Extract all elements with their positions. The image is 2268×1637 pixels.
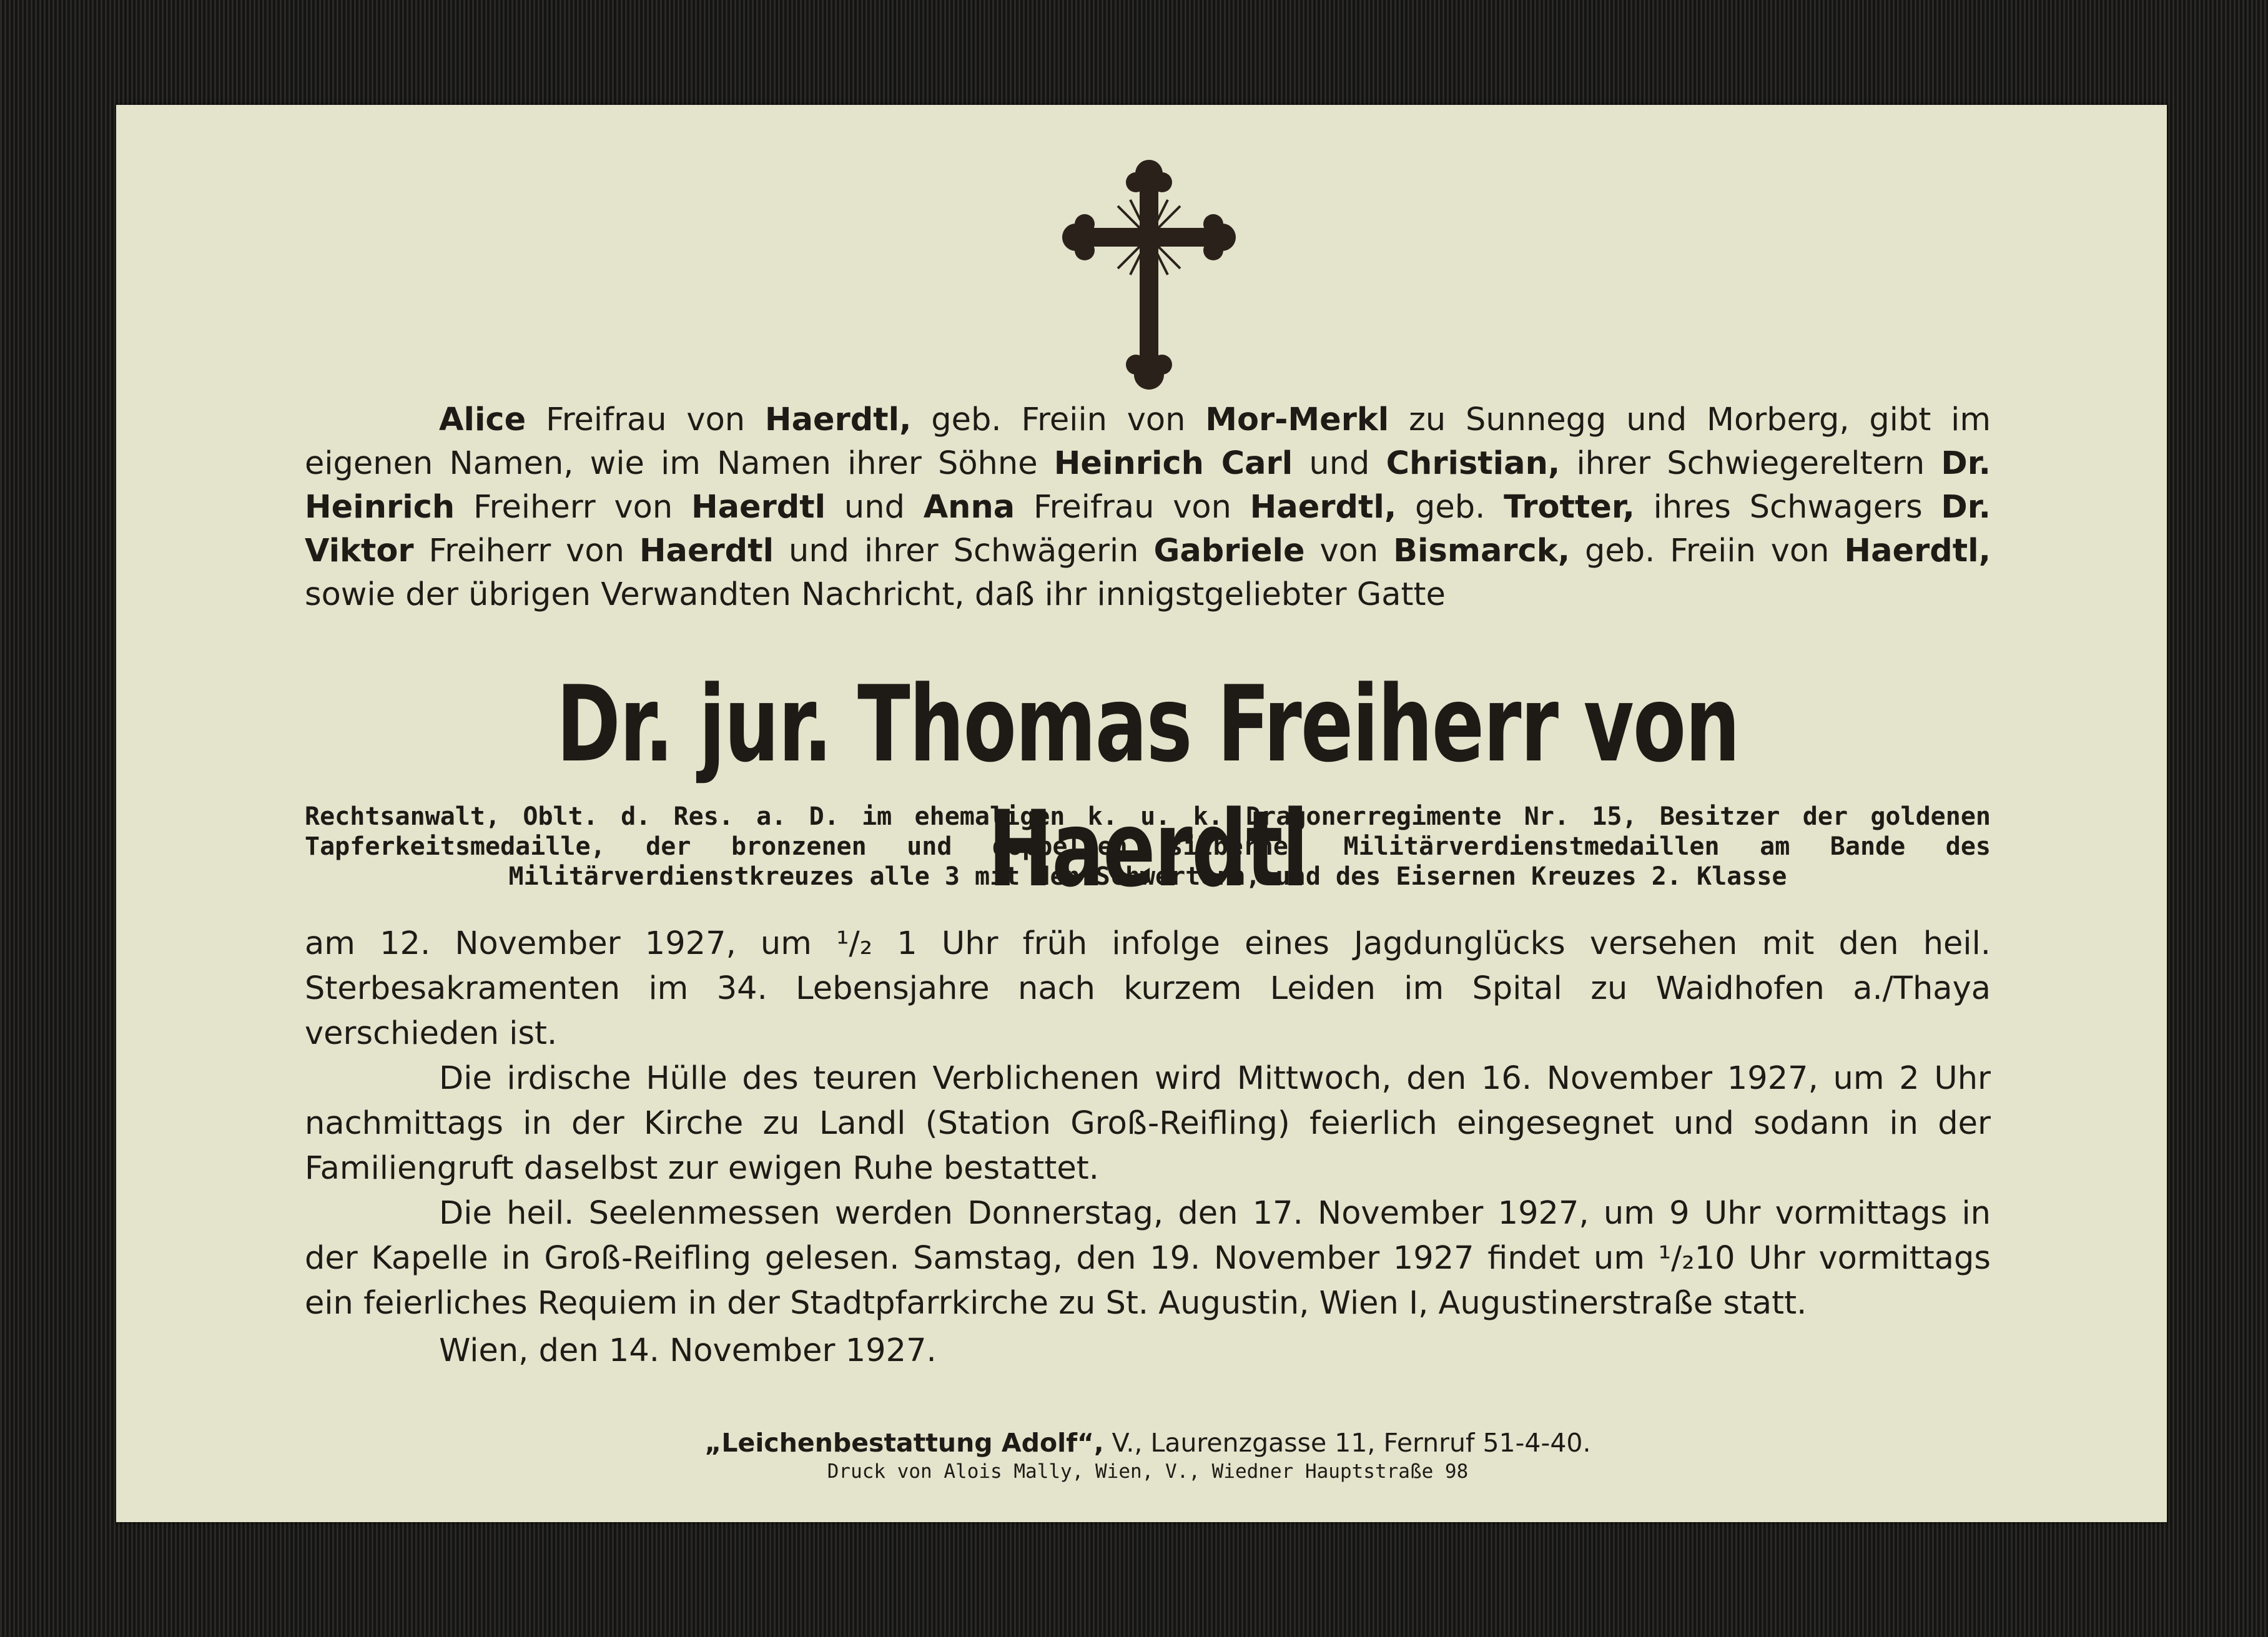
body-text	[305, 922, 1991, 1326]
intro-name-segment: Dr. Heinrich	[305, 445, 1991, 526]
masses-paragraph: Die heil. Seelenmessen werden Donnerstag, den 17. November 1927, um 9 Uhr vormittags in der Kapelle in Groß-Reifling gelesen. Samstag, den 19. November 1927 findet um ¹/₂10 Uhr vormittags ein feierliches Requiem in der Stadtpfarrkirche zu St. Augustin, Wien I, Augustinerstraße statt.	[305, 1195, 1991, 1322]
undertaker-name: „Leichenbestattung Adolf“,	[704, 1428, 1104, 1458]
intro-name-segment: Haerdtl	[691, 489, 826, 526]
intro-paragraph	[305, 398, 1991, 617]
intro-name-segment: Christian,	[1386, 445, 1560, 482]
intro-text-segment: und	[826, 489, 924, 526]
deceased-titles: Rechtsanwalt, Oblt. d. Res. a. D. im ehemaligen k. u. k. Dragonerregimente Nr. 15, Besitzer der goldenen Tapferkeitsmedaille, der bronzenen und doppelten silbernen Militärverdienstmedaillen am Bande des Militärverdienstkreuzes alle 3 mit den Schwertern, und des Eisernen Kreuzes 2. Klasse	[305, 802, 1991, 891]
intro-text-segment: geb. Freiin von	[911, 401, 1206, 438]
intro-text-segment: geb. Freiin von	[1570, 533, 1845, 569]
intro-name-segment: Haerdtl,	[1250, 489, 1397, 526]
intro-text-segment: sowie der übrigen Verwandten Nachricht, daß ihr innigstgeliebter Gatte	[305, 576, 1446, 613]
intro-text-segment: Freiherr von	[455, 489, 691, 526]
intro-text-segment: geb.	[1396, 489, 1504, 526]
intro-text-segment: von	[1304, 533, 1394, 569]
intro-text-segment: und ihrer Schwägerin	[774, 533, 1154, 569]
intro-name-segment: Trotter,	[1504, 489, 1635, 526]
intro-name-segment: Haerdtl,	[1844, 533, 1991, 569]
place-date: Wien, den 14. November 1927.	[439, 1332, 937, 1369]
undertaker-address: V., Laurenzgasse 11, Fernruf 51-4-40.	[1103, 1428, 1591, 1458]
intro-name-segment: Dr. Viktor	[305, 489, 1991, 569]
deceased-name: Dr. jur. Thomas Freiherr von Haerdtl	[556, 663, 1740, 910]
intro-name-segment: Mor-Merkl	[1205, 401, 1389, 438]
intro-name-segment: Heinrich Carl	[1053, 445, 1293, 482]
intro-text-segment: ihres Schwagers	[1634, 489, 1941, 526]
printer-line: Druck von Alois Mally, Wien, V., Wiedner Hauptstraße 98	[827, 1460, 1469, 1483]
intro-name-segment: Haerdtl	[639, 533, 774, 569]
intro-text-segment: Freifrau von	[1015, 489, 1250, 526]
intro-name-segment: Gabriele	[1153, 533, 1305, 569]
intro-text-segment: und	[1293, 445, 1386, 482]
intro-text-segment: zu Sunnegg und Morberg, gibt im eigenen Namen, wie im Namen ihrer Söhne	[305, 401, 1991, 482]
undertaker-line	[305, 1426, 1991, 1460]
intro-name-segment: Alice	[439, 401, 526, 438]
intro-text-segment: ihrer Schwiegereltern	[1560, 445, 1941, 482]
intro-name-segment: Haerdtl,	[764, 401, 912, 438]
funeral-paragraph: Die irdische Hülle des teuren Verblichenen wird Mittwoch, den 16. November 1927, um 2 Uhr nachmittags in der Kirche zu Landl (Station Groß-Reifling) feierlich eingesegnet und sodann in der Familiengruft daselbst zur ewigen Ruhe bestattet.	[305, 1060, 1991, 1187]
ornate-cross-icon	[1058, 150, 1240, 400]
intro-name-segment: Anna	[923, 489, 1015, 526]
intro-text-segment: Freiherr von	[413, 533, 639, 569]
intro-name-segment: Bismarck,	[1393, 533, 1570, 569]
intro-text-segment: Freifrau von	[526, 401, 765, 438]
death-paragraph: am 12. November 1927, um ¹/₂ 1 Uhr früh infolge eines Jagdunglücks versehen mit den heil. Sterbesakramenten im 34. Lebensjahre nach kurzem Leiden im Spital zu Waidhofen a./Thaya verschieden ist.	[305, 925, 1991, 1052]
